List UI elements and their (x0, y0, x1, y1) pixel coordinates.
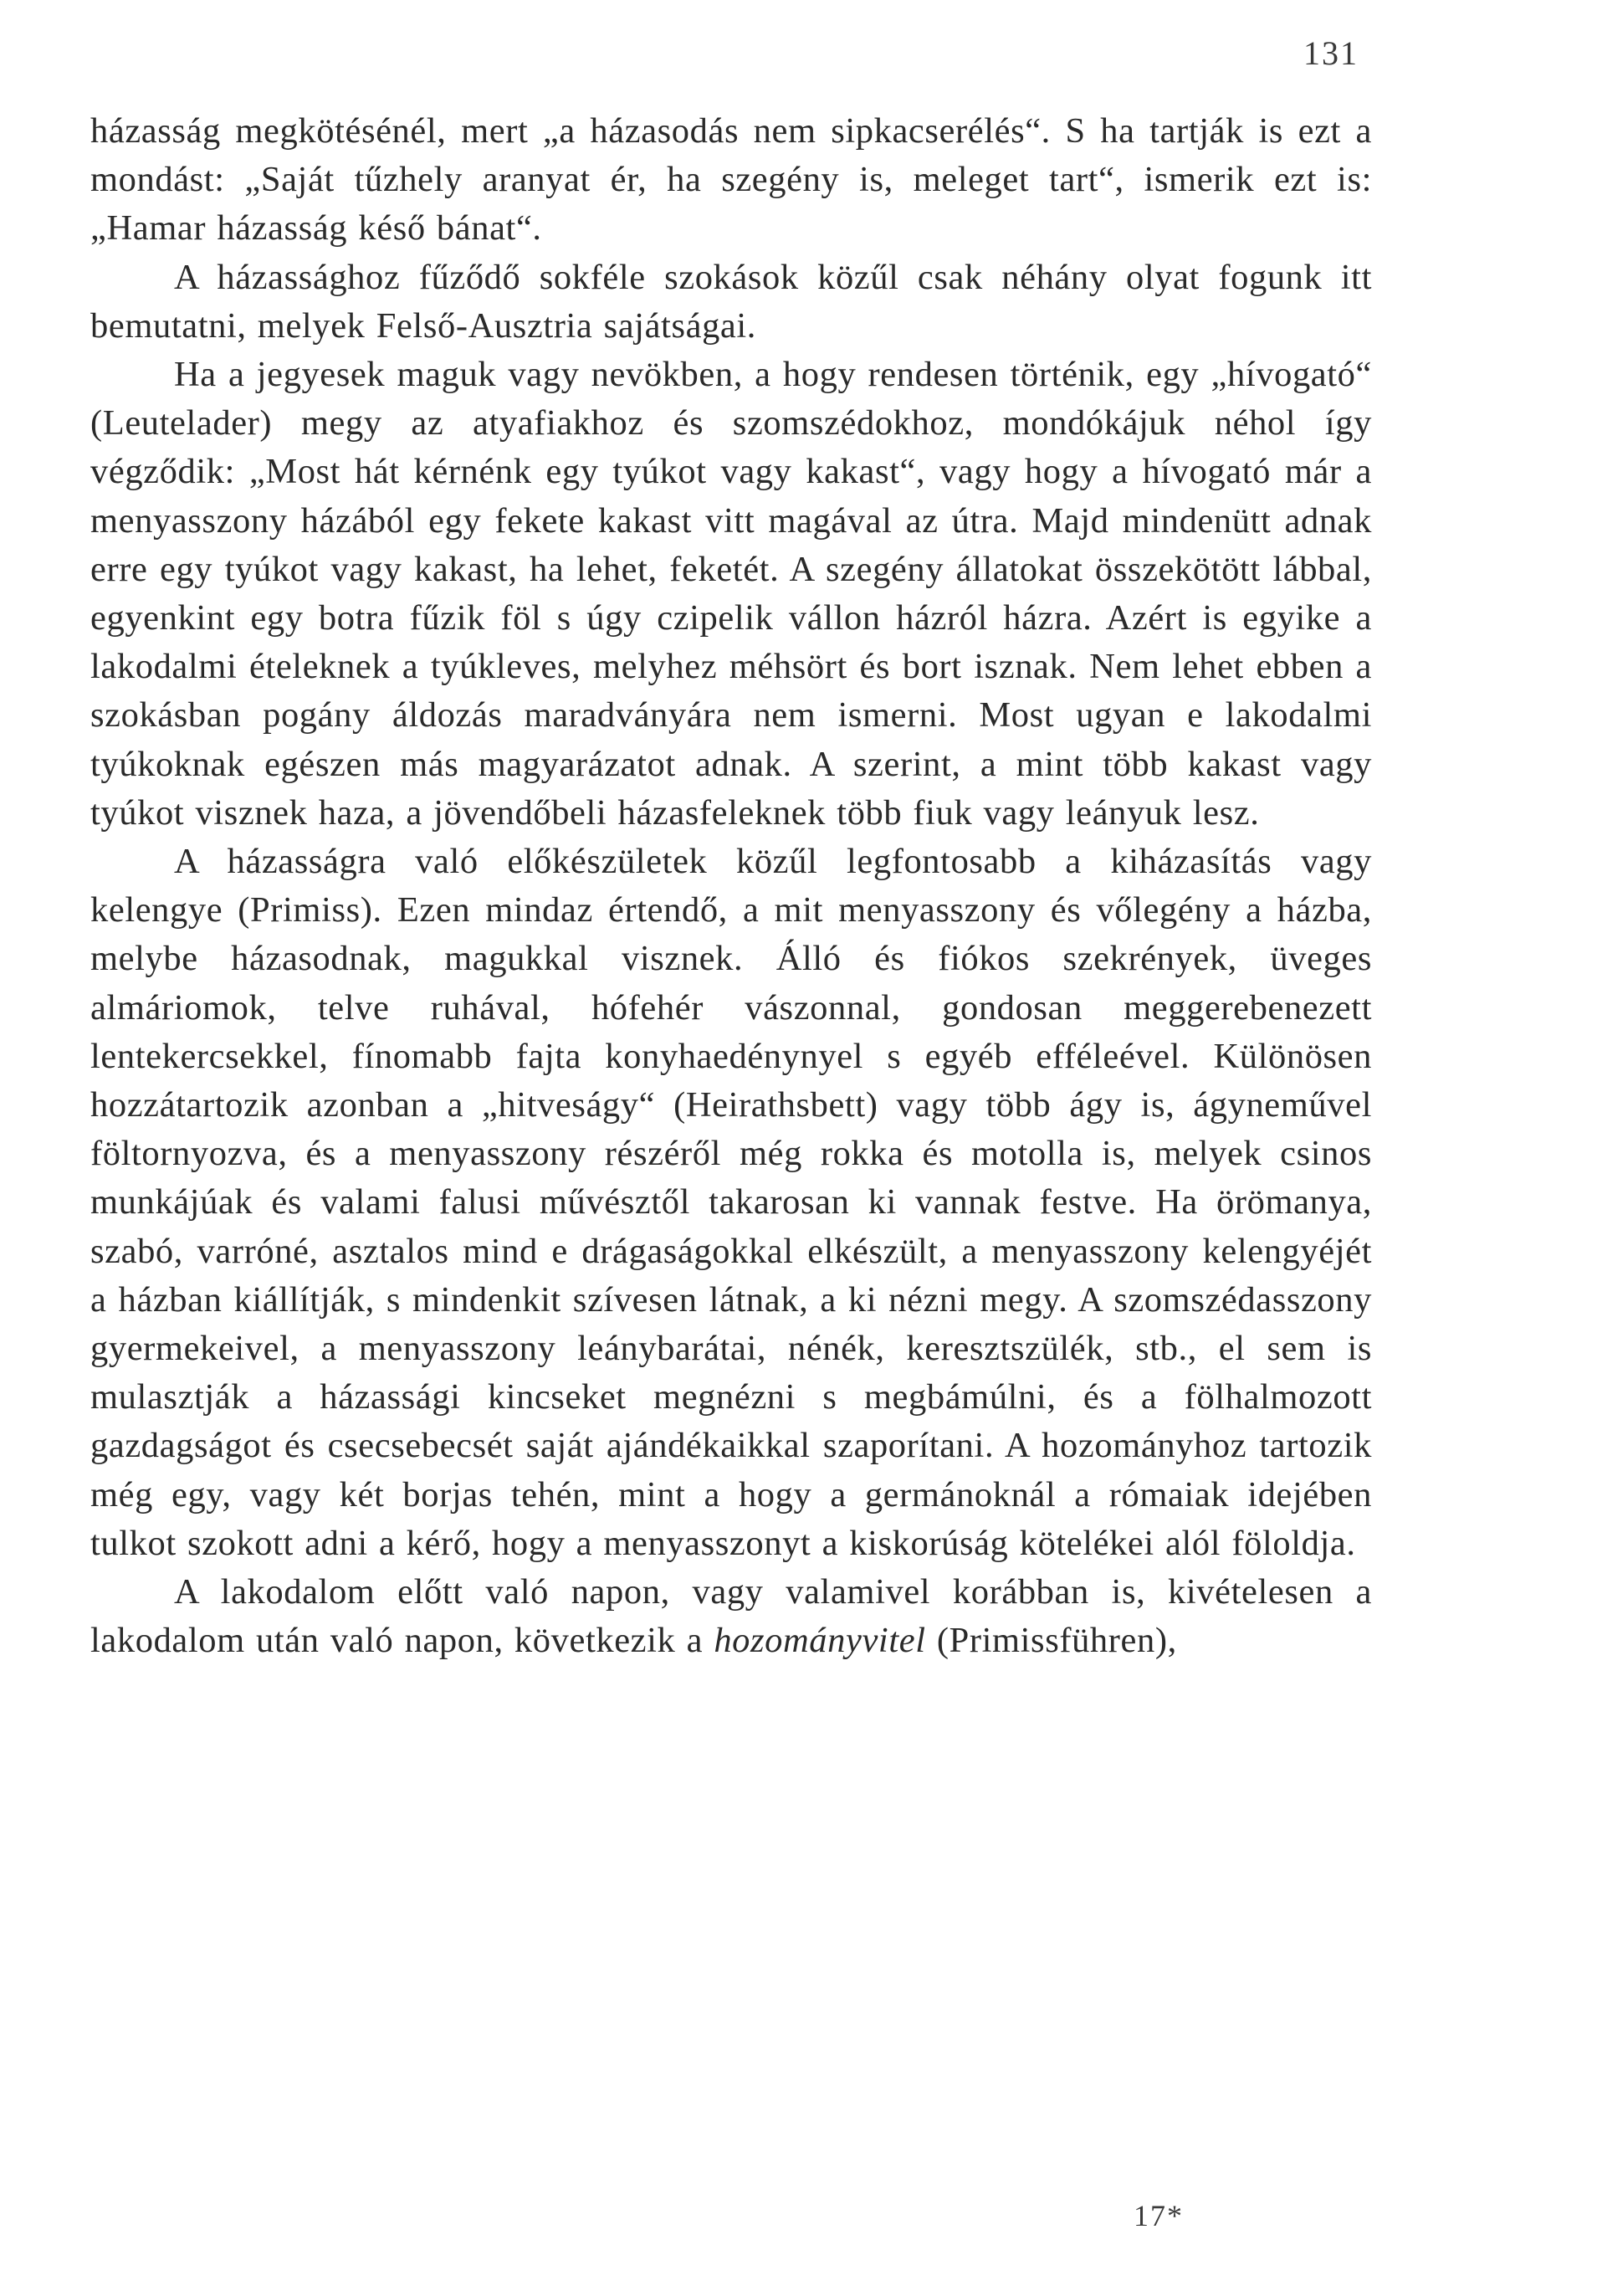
signature-mark: 17* (1134, 2199, 1184, 2232)
paragraph-text: Ha a jegyesek maguk vagy nevökben, a hogy rendesen történik, egy „hívogató“ (Leutelader) megy az atyafiakhoz és szomszédokhoz, mondókájuk néhol így végződik: „Most hát kérnénk egy tyúkot vagy kakast“, vagy hogy a hívogató már a menyasszony házából egy fekete kakast vitt magával az útra. Majd mindenütt adnak erre egy tyúkot vagy kakast, ha lehet, feketét. A szegény állatokat összekötött lábbal, egyenkint egy botra fűzik föl s úgy czipelik vállon házról házra. Azért is egyike a lakodalmi ételeknek a tyúkleves, melyhez méhsört és bort isznak. Nem lehet ebben a szokásban pogány áldozás maradványára nem ismerni. Most ugyan e lakodalmi tyúkoknak egészen más magyarázatot adnak. A szerint, a mint több kakast vagy tyúkot visznek haza, a jövendőbeli házasfeleknek több fiuk vagy leányuk lesz. (90, 355, 1372, 833)
body-text (90, 107, 1372, 1666)
paragraph-text: házasság megkötésénél, mert „a házasodás nem sipkacserélés“. S ha tartják is ezt a mondást: „Saját tűzhely aranyat ér, ha szegény is, meleget tart“, ismerik ezt is: „Hamar házasság késő bánat“. (90, 111, 1372, 249)
paragraph-5 (90, 1568, 1372, 1665)
italic-term: hozományvitel (714, 1621, 926, 1661)
paragraph-1 (90, 107, 1372, 254)
paragraph-text: A házasságra való előkészületek közűl legfontosabb a kiházasítás vagy kelengye (Primiss). Ezen mindaz értendő, a mit menyasszony és vőlegény a házba, melybe házasodnak, magukkal visznek. Álló és fiókos szekrények, üveges almáriomok, telve ruhával, hófehér vászonnal, gondosan meggerebenezett lentekercsekkel, fínomabb fajta konyhaedénynyel s egyéb efféleével. Különösen hozzátartozik azonban a „hitveságy“ (Heirathsbett) vagy több ágy is, ágyneművel föltornyozva, és a menyasszony részéről még rokka és motolla is, melyek csinos munkájúak és valami falusi művésztől takarosan ki vannak festve. Ha örömanya, szabó, varróné, asztalos mind e drágaságokkal elkészült, a menyasszony kelengyéjét a házban kiállítják, s mindenkit szívesen látnak, a ki nézni megy. A szomszédasszony gyermekeivel, a menyasszony leánybarátai, nénék, keresztszülék, stb., el sem is mulasztják a házassági kincseket megnézni s megbámúlni, és a fölhalmozott gazdagságot és csecsebecsét saját ajándékaikkal szaporítani. A hozományhoz tartozik még egy, vagy két borjas tehén, mint a hogy a germánoknál a rómaiak idejében tulkot szokott adni a kérő, hogy a menyasszonyt a kiskorúság kötelékei alól föloldja. (90, 842, 1372, 1563)
paragraph-3 (90, 351, 1372, 838)
paragraph-text: A lakodalom előtt való napon, vagy valamivel korábban is, kivételesen a lakodalom után való napon, következik a (90, 1572, 1372, 1661)
paragraph-text: A házassághoz fűződő sokféle szokások közűl csak néhány olyat fogunk itt bemutatni, melyek Felső-Ausztria sajátságai. (90, 257, 1372, 346)
paragraph-text: (Primissführen), (925, 1621, 1177, 1661)
paragraph-2 (90, 254, 1372, 351)
page-number: 131 (1303, 34, 1359, 72)
paragraph-4 (90, 838, 1372, 1568)
